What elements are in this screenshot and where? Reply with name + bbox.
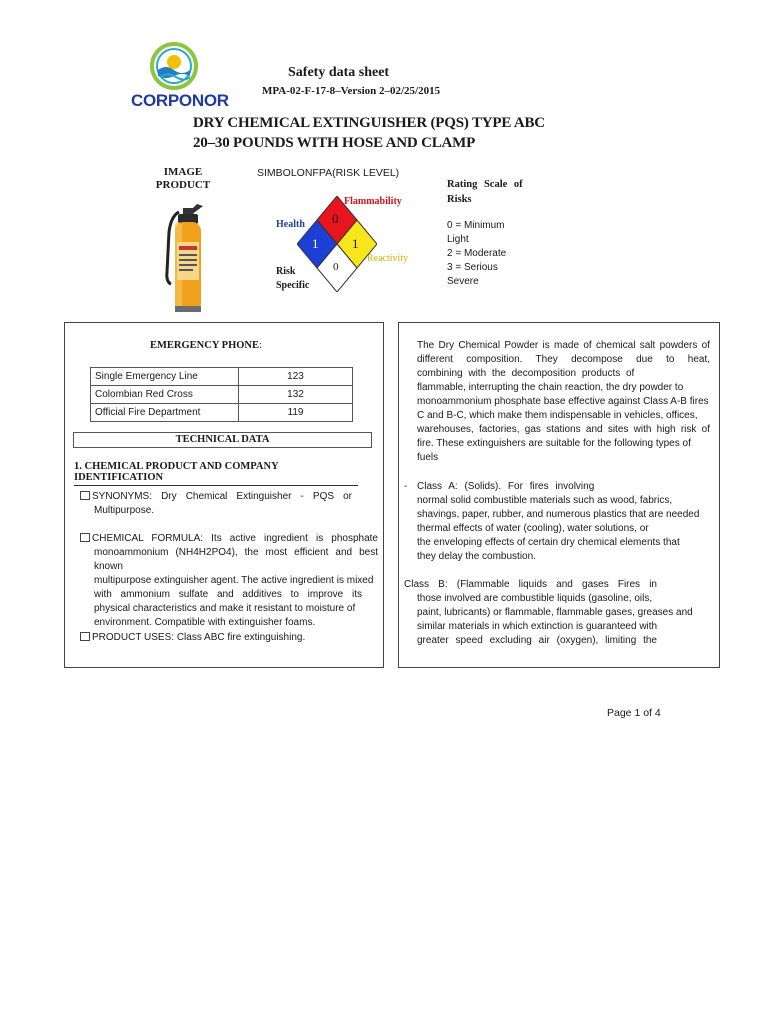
synonyms-line-1: SYNONYMS: Dry Chemical Extinguisher - PQS or [92,491,352,502]
table-row [91,404,353,422]
formula-line-4: with ammonium sulfate and additives to improve its [94,589,362,600]
emergency-colon: : [259,340,262,351]
uses-text: PRODUCT USES: Class ABC fire extinguishing. [92,632,306,643]
flammability-label: Flammability [344,196,402,207]
intro-line: warehouses, factories, gas stations and sites with high risk of [417,424,710,435]
rating-item: 2 = Moderate [447,248,507,259]
rating-scale-title [447,177,537,207]
page-number: Page 1 of 4 [607,707,661,719]
extinguisher-image [163,202,209,314]
emergency-phone-title [150,340,262,351]
bullet-icon [80,533,90,542]
class-a-line: they delay the combustion. [417,551,536,562]
section-1-heading: 1. CHEMICAL PRODUCT AND COMPANY IDENTIFICATION [74,461,358,486]
phone-name: Single Emergency Line [91,368,239,386]
class-a-line: thermal effects of water (cooling), water solutions, or [417,523,649,534]
table-row [91,368,353,386]
intro-line: The Dry Chemical Powder is made of chemical salt powders of [417,340,710,351]
synonyms-paragraph [80,490,352,518]
formula-paragraph [80,532,378,630]
phone-number: 132 [239,386,353,404]
uses-paragraph [80,631,370,645]
title-line-2: 20–30 POUNDS WITH HOSE AND CLAMP [193,135,476,151]
emergency-phone-heading: EMERGENCY PHONE [150,340,259,351]
bullet-icon [80,632,90,641]
class-a-line: normal solid combustible materials such as wood, fabrics, [417,495,673,506]
phone-name: Colombian Red Cross [91,386,239,404]
phone-number: 123 [239,368,353,386]
class-a-line: shavings, paper, rubber, and numerous plastics that are needed [417,509,700,520]
nfpa-diamond [297,196,377,292]
class-b-line: those involved are combustible liquids (gasoline, oils, [417,593,653,604]
intro-line: C and B-C, which make them indispensable in vehicles, offices, [417,410,698,421]
phone-name: Official Fire Department [91,404,239,422]
health-label: Health [276,219,305,230]
sheet-title: Safety data sheet [288,65,390,80]
intro-line: different composition. They decompose due to heat, [417,354,710,365]
class-a-line: Class A: (Solids). For fires involving [417,481,595,492]
formula-line-5: physical characteristics and make it resistant to moisture of [94,603,356,614]
class-b-paragraph [404,578,710,648]
formula-line-6: environment. Compatible with extinguisher foams. [94,617,316,628]
class-a-line: the enveloping effects of certain dry chemical elements that [417,537,680,548]
table-row [91,386,353,404]
bullet-icon [80,491,90,500]
reactivity-value: 1 [352,236,359,251]
rating-item: Severe [447,276,479,287]
fire-extinguisher-icon [163,202,209,314]
class-b-line: paint, lubricants) or flammable, flammable gases, greases and [417,607,693,618]
rating-item: Light [447,234,469,245]
specific-value: 0 [333,261,339,273]
health-value: 1 [312,236,319,251]
image-label-line-1: IMAGE [163,166,203,178]
rating-scale-list [447,219,506,289]
technical-data-heading: TECHNICAL DATA [73,432,372,448]
phone-number: 119 [239,404,353,422]
title-line-1: DRY CHEMICAL EXTINGUISHER (PQS) TYPE ABC [193,115,545,131]
class-b-line: similar materials in which extinction is guaranteed with [417,621,658,632]
intro-line: combining with the decomposition products of [417,368,635,379]
document-title [193,113,545,153]
intro-line: flammable, interrupting the chain reaction, the dry powder to [417,382,684,393]
intro-line: fuels [417,452,439,463]
sheet-code: MPA-02-F-17-8–Version 2–02/25/2015 [262,85,441,97]
rating-item: 3 = Serious [447,262,498,273]
intro-line: fire. These extinguishers are suitable for the following types of [417,438,691,449]
image-product-label [150,166,216,192]
emergency-phone-table [90,367,353,422]
list-dash: - [404,481,408,492]
flammability-value: 0 [332,211,339,226]
intro-line: monoammonium phosphate base effective against Class A-B fires [417,396,709,407]
synonyms-line-2: Multipurpose. [94,505,155,516]
class-b-line: Class B: (Flammable liquids and gases Fires in [404,579,657,590]
risk-label: Risk [276,266,296,277]
image-label-line-2: PRODUCT [155,179,211,191]
specific-label: Specific [276,280,310,291]
class-a-paragraph [404,480,710,564]
formula-line-2: monoammonium (NH4H2PO4), the most efficient and best known [94,547,378,572]
logo-text: CORPONOR [131,91,229,110]
intro-paragraph [417,339,710,465]
reactivity-label: Reactivity [367,253,409,264]
logo-emblem-icon [150,42,198,92]
rating-title-line-1: Rating Scale of [447,179,523,190]
nfpa-title: SIMBOLONFPA(RISK LEVEL) [257,167,400,179]
formula-line-3: multipurpose extinguisher agent. The active ingredient is mixed [94,575,374,586]
formula-line-1: CHEMICAL FORMULA: Its active ingredient is phosphate [92,533,378,544]
rating-title-line-2: Risks [447,194,472,205]
rating-item: 0 = Minimum [447,220,505,231]
class-b-line: greater speed excluding air (oxygen), limiting the [417,635,657,646]
corponor-logo [150,42,198,90]
